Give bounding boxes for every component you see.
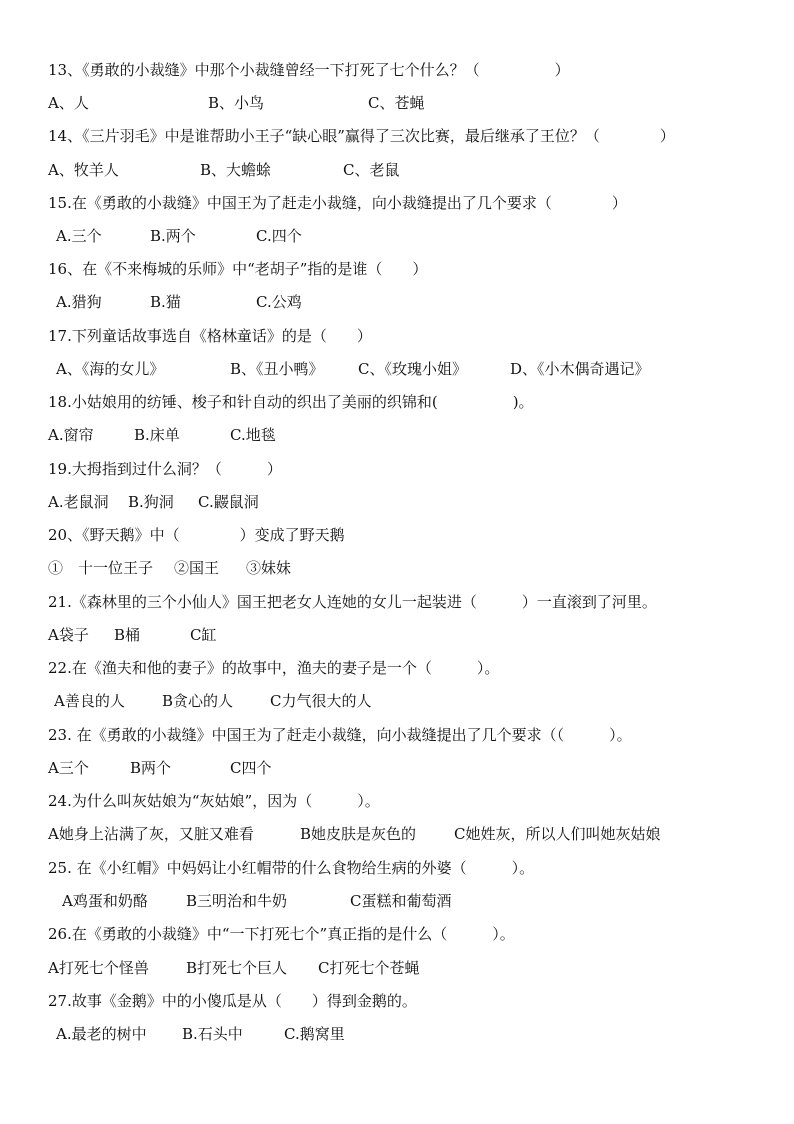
options-27 — [48, 1024, 345, 1046]
options-25 — [48, 891, 452, 913]
question-26: 26.在《勇敢的小裁缝》中“一下打死七个”真正指的是什么（ ）。 — [48, 925, 515, 943]
option-b: B.狗洞 — [128, 493, 174, 511]
option-a: A善良的人 — [54, 692, 125, 710]
option-a: A打死七个怪兽 — [48, 959, 149, 977]
option-c: C四个 — [230, 759, 272, 777]
question-21: 21.《森林里的三个小仙人》国王把老女人连她的女儿一起装进（ ）一直滚到了河里。 — [48, 593, 657, 611]
option-c: C.四个 — [256, 227, 302, 245]
option-c: C、苍蝇 — [368, 94, 425, 112]
options-16 — [48, 292, 302, 314]
option-b: B、大蟾蜍 — [200, 161, 272, 179]
option-b: B贪心的人 — [162, 692, 234, 710]
options-21 — [48, 625, 217, 647]
options-19 — [48, 492, 259, 514]
question-23: 23. 在《勇敢的小裁缝》中国王为了赶走小裁缝，向小裁缝提出了几个要求（（ ）。 — [48, 726, 632, 744]
question-24: 24.为什么叫灰姑娘为“灰姑娘”，因为（ ）。 — [48, 792, 380, 810]
option-c: C.鼹鼠洞 — [198, 493, 259, 511]
option-b: B.石头中 — [182, 1025, 243, 1043]
option-a: A.老鼠洞 — [48, 493, 109, 511]
question-25: 25. 在《小红帽》中妈妈让小红帽带的什么食物给生病的外婆（ ）。 — [48, 859, 535, 877]
question-20: 20、《野天鹅》中（ ）变成了野天鹅 — [48, 526, 345, 544]
option-c: C、《玫瑰小姐》 — [358, 360, 467, 378]
options-23 — [48, 758, 272, 780]
option-a: A、人 — [48, 94, 89, 112]
option-a: A她身上沾满了灰，又脏又难看 — [48, 825, 254, 843]
options-26 — [48, 958, 420, 980]
option-a: A袋子 — [48, 626, 89, 644]
options-14 — [48, 160, 400, 182]
option-a: A.三个 — [56, 227, 102, 245]
option-c: C.公鸡 — [256, 293, 302, 311]
option-a: A、《海的女儿》 — [56, 360, 165, 378]
option-d: D、《小木偶奇遇记》 — [510, 360, 650, 378]
option-a: A鸡蛋和奶酪 — [62, 892, 148, 910]
option-c: C.地毯 — [230, 426, 276, 444]
question-27: 27.故事《金鹅》中的小傻瓜是从（ ）得到金鹅的。 — [48, 992, 417, 1010]
question-13: 13、《勇敢的小裁缝》中那个小裁缝曾经一下打死了七个什么？（ ） — [48, 61, 570, 79]
option-c: C蛋糕和葡萄酒 — [350, 892, 452, 910]
option-2: ②国王 — [174, 559, 220, 577]
option-b: B.猫 — [150, 293, 181, 311]
option-b: B.床单 — [134, 426, 180, 444]
option-c: C.鹅窝里 — [284, 1025, 345, 1043]
option-c: C力气很大的人 — [270, 692, 372, 710]
option-1: ① 十一位王子 — [48, 559, 154, 577]
question-19: 19.大拇指到过什么洞？（ ） — [48, 460, 282, 478]
question-22: 22.在《渔夫和他的妻子》的故事中，渔夫的妻子是一个（ ）。 — [48, 659, 500, 677]
option-b: B两个 — [130, 759, 172, 777]
option-a: A.猎狗 — [56, 293, 102, 311]
options-17 — [48, 359, 650, 381]
option-a: A、牧羊人 — [48, 161, 119, 179]
option-a: A三个 — [48, 759, 89, 777]
option-c: C缸 — [190, 626, 217, 644]
option-b: B、《丑小鸭》 — [230, 360, 324, 378]
options-22 — [48, 691, 372, 713]
options-20 — [48, 558, 292, 580]
question-14: 14、《三片羽毛》中是谁帮助小王子“缺心眼”赢得了三次比赛，最后继承了王位？（ ） — [48, 127, 675, 145]
question-18: 18.小姑娘用的纺锤、梭子和针自动的织出了美丽的织锦和( )。 — [48, 393, 534, 411]
question-17: 17.下列童话故事选自《格林童话》的是（ ） — [48, 327, 372, 345]
options-18 — [48, 425, 276, 447]
option-b: B打死七个巨人 — [186, 959, 288, 977]
option-3: ③妹妹 — [246, 559, 292, 577]
option-c: C打死七个苍蝇 — [318, 959, 420, 977]
question-15: 15.在《勇敢的小裁缝》中国王为了赶走小裁缝，向小裁缝提出了几个要求（ ） — [48, 194, 627, 212]
option-b: B她皮肤是灰色的 — [300, 825, 417, 843]
option-c: C、老鼠 — [343, 161, 400, 179]
options-15 — [48, 226, 302, 248]
options-24 — [48, 824, 661, 846]
option-b: B三明治和牛奶 — [186, 892, 288, 910]
options-13 — [48, 93, 425, 115]
option-b: B、小鸟 — [208, 94, 265, 112]
option-b: B桶 — [114, 626, 141, 644]
option-a: A.最老的树中 — [56, 1025, 147, 1043]
option-c: C她姓灰，所以人们叫她灰姑娘 — [454, 825, 661, 843]
question-16: 16、在《不来梅城的乐师》中“老胡子”指的是谁（ ） — [48, 260, 428, 278]
option-a: A.窗帘 — [48, 426, 94, 444]
option-b: B.两个 — [150, 227, 196, 245]
